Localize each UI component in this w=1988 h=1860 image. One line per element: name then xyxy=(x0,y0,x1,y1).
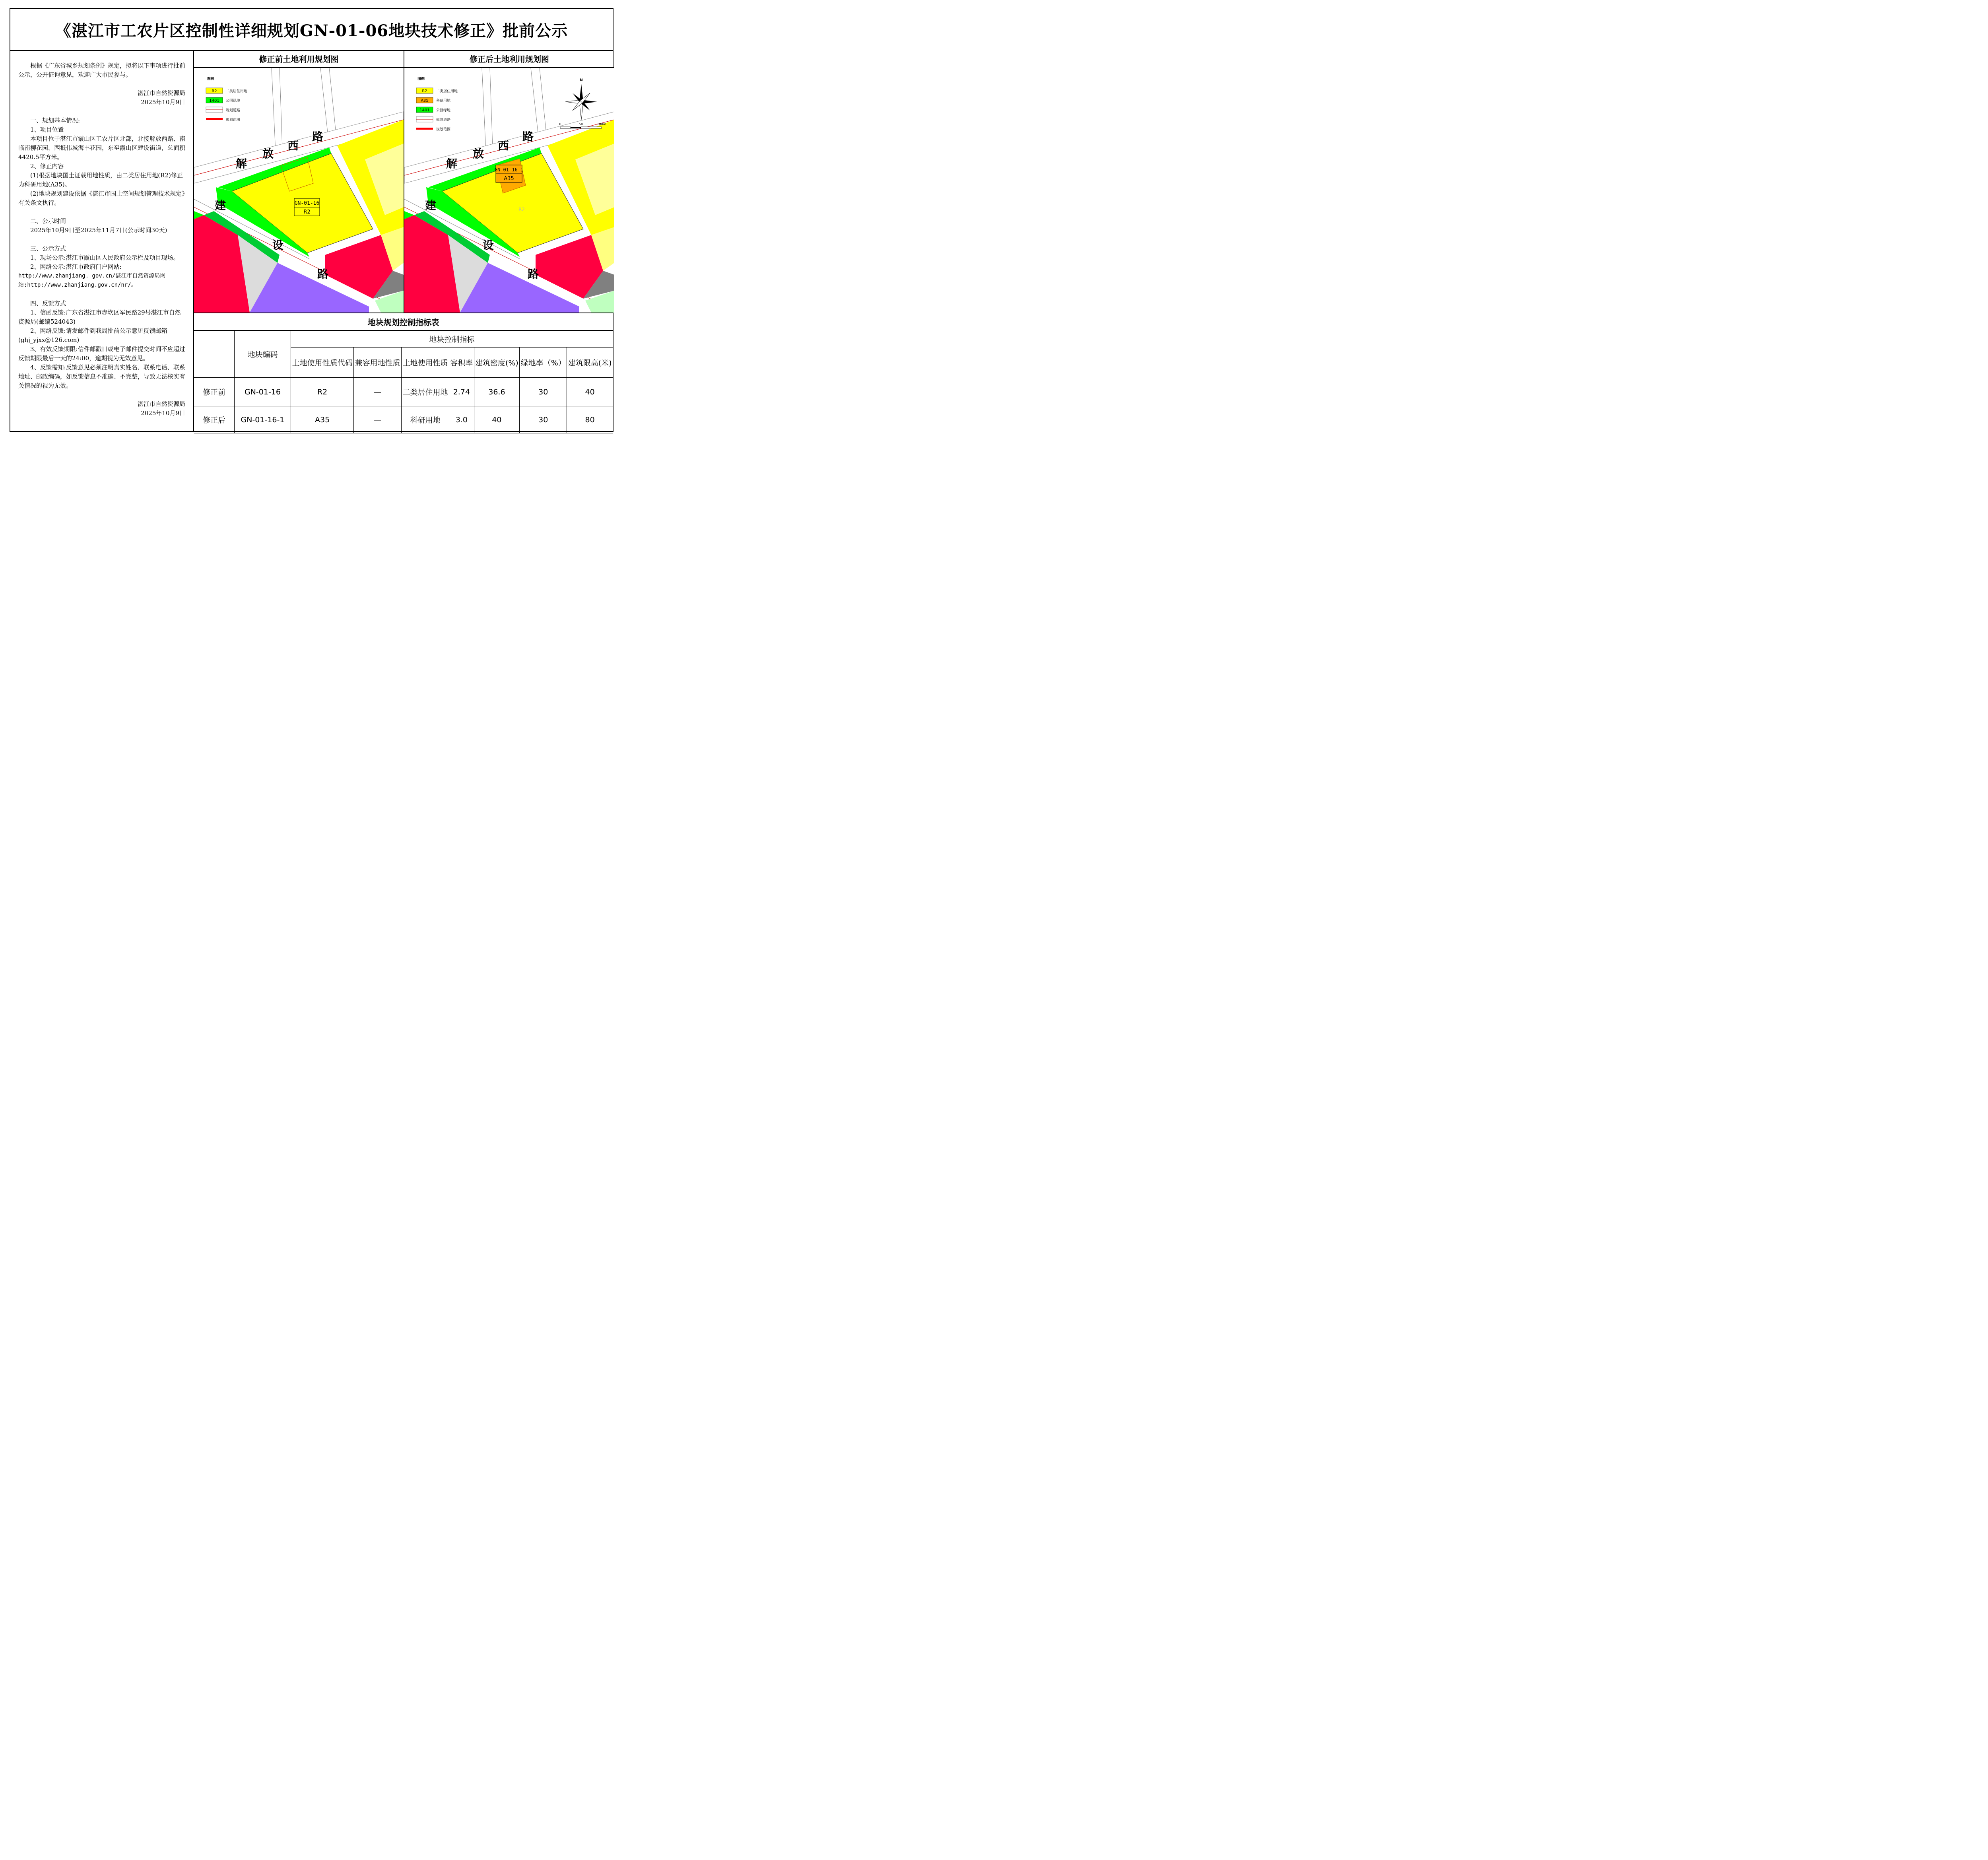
section-4-item2: 2、网络反馈:请发邮件到我局批前公示意见反馈邮箱(ghj_yjxx@126.com) xyxy=(18,327,167,344)
footer-date: 2025年10月9日 xyxy=(141,410,185,417)
legend-label: 二类居住用地 xyxy=(226,89,248,93)
notice-issuer: 湛江市自然资源局 xyxy=(137,89,185,97)
legend-label: 规划范围 xyxy=(226,118,241,122)
section-2-heading: 二、公示时间 xyxy=(30,217,66,225)
section-1-2-item2: (2)地块规划建设依据《湛江市国土空间规划管理技术规定》有关条文执行。 xyxy=(18,190,185,206)
road-char-lu-after: 路 xyxy=(522,130,534,143)
section-4-item4: 4、反馈需知:反馈意见必须注明真实姓名、联系电话、联系地址、邮政编码，如反馈信息不准确、不完整，导致无法核实有关情况的视为无效。 xyxy=(18,364,186,389)
scale-label-0: 0 xyxy=(559,122,561,126)
cell-far: 3.0 xyxy=(449,406,474,433)
remaining-use-label: R2 xyxy=(518,207,525,212)
legend-label: 公园绿地 xyxy=(226,99,241,103)
footer-issuer: 湛江市自然资源局 xyxy=(137,400,185,408)
road-char-jian: 建 xyxy=(215,199,226,212)
map-after-heading: 修正后土地利用规划图 xyxy=(404,50,614,68)
hdr-height-limit: 建筑限高(米) xyxy=(567,348,613,378)
section-1-1-text: 本项目位于湛江市霞山区工农片区北部，北接解放西路、南临南柳花园，西抵伟城海丰花园，东至霞山区建设街道，总面积4420.5平方米。 xyxy=(18,135,186,161)
table-row xyxy=(194,378,613,406)
road-char-jian-after: 建 xyxy=(425,199,437,212)
col-parcel-header: 地块编码 xyxy=(235,331,291,378)
table-row xyxy=(194,406,613,433)
road-char-lu2-after: 路 xyxy=(528,268,539,281)
cell-code: R2 xyxy=(291,378,354,406)
title-bar xyxy=(10,9,613,51)
hdr-far: 容积率 xyxy=(449,348,474,378)
cell-density: 40 xyxy=(474,406,520,433)
cell-far: 2.74 xyxy=(449,378,474,406)
legend-title: 图例 xyxy=(207,77,215,81)
cell-parcel: GN-01-16 xyxy=(235,378,291,406)
section-3-item2a: 2、网络公示:湛江市政府门户网站: xyxy=(30,263,122,270)
legend-code: A35 xyxy=(421,99,429,103)
cell-green: 30 xyxy=(520,378,567,406)
legend-label: 公园绿地 xyxy=(436,109,451,113)
map-before-canvas xyxy=(194,68,404,313)
road-char-she: 设 xyxy=(272,239,284,252)
road-char-fang-after: 放 xyxy=(473,147,484,160)
cell-label: 修正前 xyxy=(194,378,235,406)
road-char-lu: 路 xyxy=(312,130,324,143)
section-4-item3: 3、有效反馈期限:信件邮戳日或电子邮件提交时间不应超过反馈期限最后一天的24:00，逾期视为无效意见。 xyxy=(18,346,185,362)
section-1-2-heading: 2、修正内容 xyxy=(30,163,64,170)
cell-compat: — xyxy=(354,406,402,433)
legend-label: 规划道路 xyxy=(226,109,241,113)
section-4-item1: 1、信函反馈:广东省湛江市赤坎区军民路29号湛江市自然资源局(邮编524043) xyxy=(18,309,181,325)
legend-code: R2 xyxy=(212,89,217,93)
road-char-lu2: 路 xyxy=(317,268,329,281)
road-char-fang: 放 xyxy=(262,147,274,160)
legend-code: 1401 xyxy=(209,99,219,103)
road-char-jie-after: 解 xyxy=(446,157,458,170)
section-1-1-heading: 1、项目位置 xyxy=(30,126,64,133)
cell-green: 30 xyxy=(520,406,567,433)
road-char-jie: 解 xyxy=(236,157,247,170)
cell-height: 80 xyxy=(567,406,613,433)
section-2-text: 2025年10月9日至2025年11月7日(公示时间30天) xyxy=(30,227,167,234)
cell-code: A35 xyxy=(291,406,354,433)
north-label: N xyxy=(580,78,583,82)
cell-height: 40 xyxy=(567,378,613,406)
parcel-code-after: GN-01-16-1 xyxy=(494,167,524,173)
section-1-2-item1: (1)根据地块国土证载用地性质，由二类居住用地(R2)修正为科研用地(A35)。 xyxy=(18,172,183,188)
page-title: 《湛江市工农片区控制性详细规划GN-01-06地块技术修正》批前公示 xyxy=(55,21,568,40)
cell-parcel: GN-01-16-1 xyxy=(235,406,291,433)
maps-area xyxy=(194,50,613,313)
notice-intro: 根据《广东省城乡规划条例》规定，拟将以下事项进行批前公示，公开征询意见，欢迎广大市民参与。 xyxy=(18,62,186,78)
notice-panel xyxy=(10,50,194,431)
hdr-compatible-use: 兼容用地性质 xyxy=(354,348,402,378)
legend-label: 规划范围 xyxy=(436,128,451,132)
scale-label-50: 50 xyxy=(579,122,583,126)
map-after xyxy=(404,50,614,313)
indicator-table-area xyxy=(194,313,613,431)
cell-use: 二类居住用地 xyxy=(402,378,449,406)
section-3-item2b: http://www.zhanjiang. gov.cn/湛江市自然资源局网站:http://www.zhanjiang.gov.cn/nr/。 xyxy=(18,273,166,288)
parcel-use-before: R2 xyxy=(303,209,311,215)
legend-code: 1401 xyxy=(419,108,430,113)
table-title: 地块规划控制指标表 xyxy=(194,313,613,330)
road-char-she-after: 设 xyxy=(483,239,494,252)
parcel-use-after: A35 xyxy=(504,176,514,182)
legend-code: R2 xyxy=(422,89,427,93)
indicator-table xyxy=(194,330,613,433)
section-4-heading: 四、反馈方式 xyxy=(30,300,66,307)
map-before xyxy=(194,50,404,313)
hdr-land-use: 土地使用性质 xyxy=(402,348,449,378)
page-frame xyxy=(10,8,613,432)
legend-label: 科研用地 xyxy=(436,99,451,103)
cell-label: 修正后 xyxy=(194,406,235,433)
legend-label: 二类居住用地 xyxy=(436,89,458,93)
cell-density: 36.6 xyxy=(474,378,520,406)
hdr-green-ratio: 绿地率（%） xyxy=(520,348,567,378)
map-before-heading: 修正前土地利用规划图 xyxy=(194,50,404,68)
legend-title-after: 图例 xyxy=(417,77,425,81)
section-1-heading: 一、规划基本情况: xyxy=(30,117,80,124)
notice-date: 2025年10月9日 xyxy=(141,99,185,106)
section-3-heading: 三、公示方式 xyxy=(30,245,66,252)
section-3-item1: 1、现场公示:湛江市霞山区人民政府公示栏及项目现场。 xyxy=(30,254,179,261)
hdr-land-use-code: 土地使用性质代码 xyxy=(291,348,354,378)
group-header: 地块控制指标 xyxy=(291,331,613,348)
road-char-xi: 西 xyxy=(287,139,299,152)
scale-label-100: 100m xyxy=(597,122,606,126)
map-after-canvas xyxy=(404,68,614,313)
road-char-xi-after: 西 xyxy=(498,139,509,152)
cell-compat: — xyxy=(354,378,402,406)
legend-label: 规划道路 xyxy=(436,118,451,122)
parcel-code-before: GN-01-16 xyxy=(294,200,320,206)
hdr-density: 建筑密度(%) xyxy=(474,348,520,378)
cell-use: 科研用地 xyxy=(402,406,449,433)
